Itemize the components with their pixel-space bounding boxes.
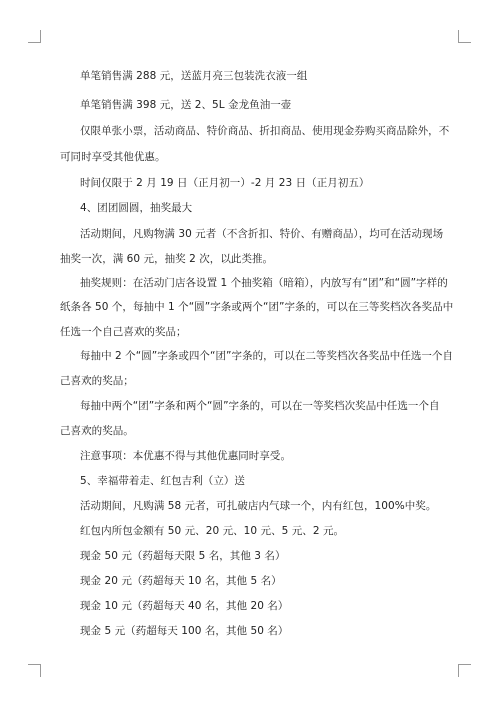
text-line: 可同时享受其他优惠。 xyxy=(60,151,166,163)
text-line: 现金 20 元（药超每天 10 名，其他 5 名） xyxy=(80,575,282,587)
text-line: 活动期间，凡购满 58 元者，可扎破店内气球一个，内有红包，100%中奖。 xyxy=(80,500,437,512)
text-line: 己喜欢的奖品； xyxy=(60,375,134,387)
page-corner-mark-bottom-right xyxy=(458,664,471,677)
text-line: 抽奖一次，满 60 元，抽奖 2 次，以此类推。 xyxy=(60,253,274,265)
section-heading: 4、团团圆圆，抽奖最大 xyxy=(80,202,193,214)
text-line: 红包内所包金额有 50 元、20 元、10 元、5 元、2 元。 xyxy=(80,525,345,537)
text-line: 现金 10 元（药超每天 40 名，其他 20 名） xyxy=(80,600,289,612)
text-line: 每抽中 2 个“圆”字条或四个“团”字条的，可以在二等奖档次各奖品中任选一个自 xyxy=(80,350,454,362)
text-line: 纸条各 50 个，每抽中 1 个“圆”字条或两个“团”字条的，可以在三等奖档次各奖品中 xyxy=(60,301,454,313)
page-corner-mark-top-right xyxy=(458,30,471,43)
text-line: 仅限单张小票，活动商品、特价商品、折扣商品、使用现金券购买商品除外，不 xyxy=(80,125,450,137)
page-corner-mark-top-left xyxy=(28,30,41,43)
text-line: 现金 50 元（药超每天限 5 名，其他 3 名） xyxy=(80,550,286,562)
text-line: 单笔销售满 288 元，送蓝月亮三包装洗衣液一组 xyxy=(80,70,308,82)
page-corner-mark-bottom-left xyxy=(28,664,41,677)
text-line: 现金 5 元（药超每天 100 名，其他 50 名） xyxy=(80,625,289,637)
text-line: 任选一个自己喜欢的奖品； xyxy=(60,326,187,338)
section-heading: 5、幸福带着走、红包吉利（立）送 xyxy=(80,475,245,487)
text-line: 注意事项：本优惠不得与其他优惠同时享受。 xyxy=(80,450,291,462)
text-line: 抽奖规则：在活动门店各设置 1 个抽奖箱（暗箱），内放写有“团”和“圆”字样的 xyxy=(80,277,448,289)
text-line: 己喜欢的奖品。 xyxy=(60,425,134,437)
text-line: 每抽中两个“团”字条和两个“圆”字条的，可以在一等奖档次奖品中任选一个自 xyxy=(80,400,440,412)
text-line: 活动期间，凡购物满 30 元者（不含折扣、特价、有赠商品），均可在活动现场 xyxy=(80,228,444,240)
text-line: 时间仅限于 2 月 19 日（正月初一）-2 月 23 日（正月初五） xyxy=(80,177,370,189)
text-line: 单笔销售满 398 元，送 2、5L 金龙鱼油一壶 xyxy=(80,99,292,111)
